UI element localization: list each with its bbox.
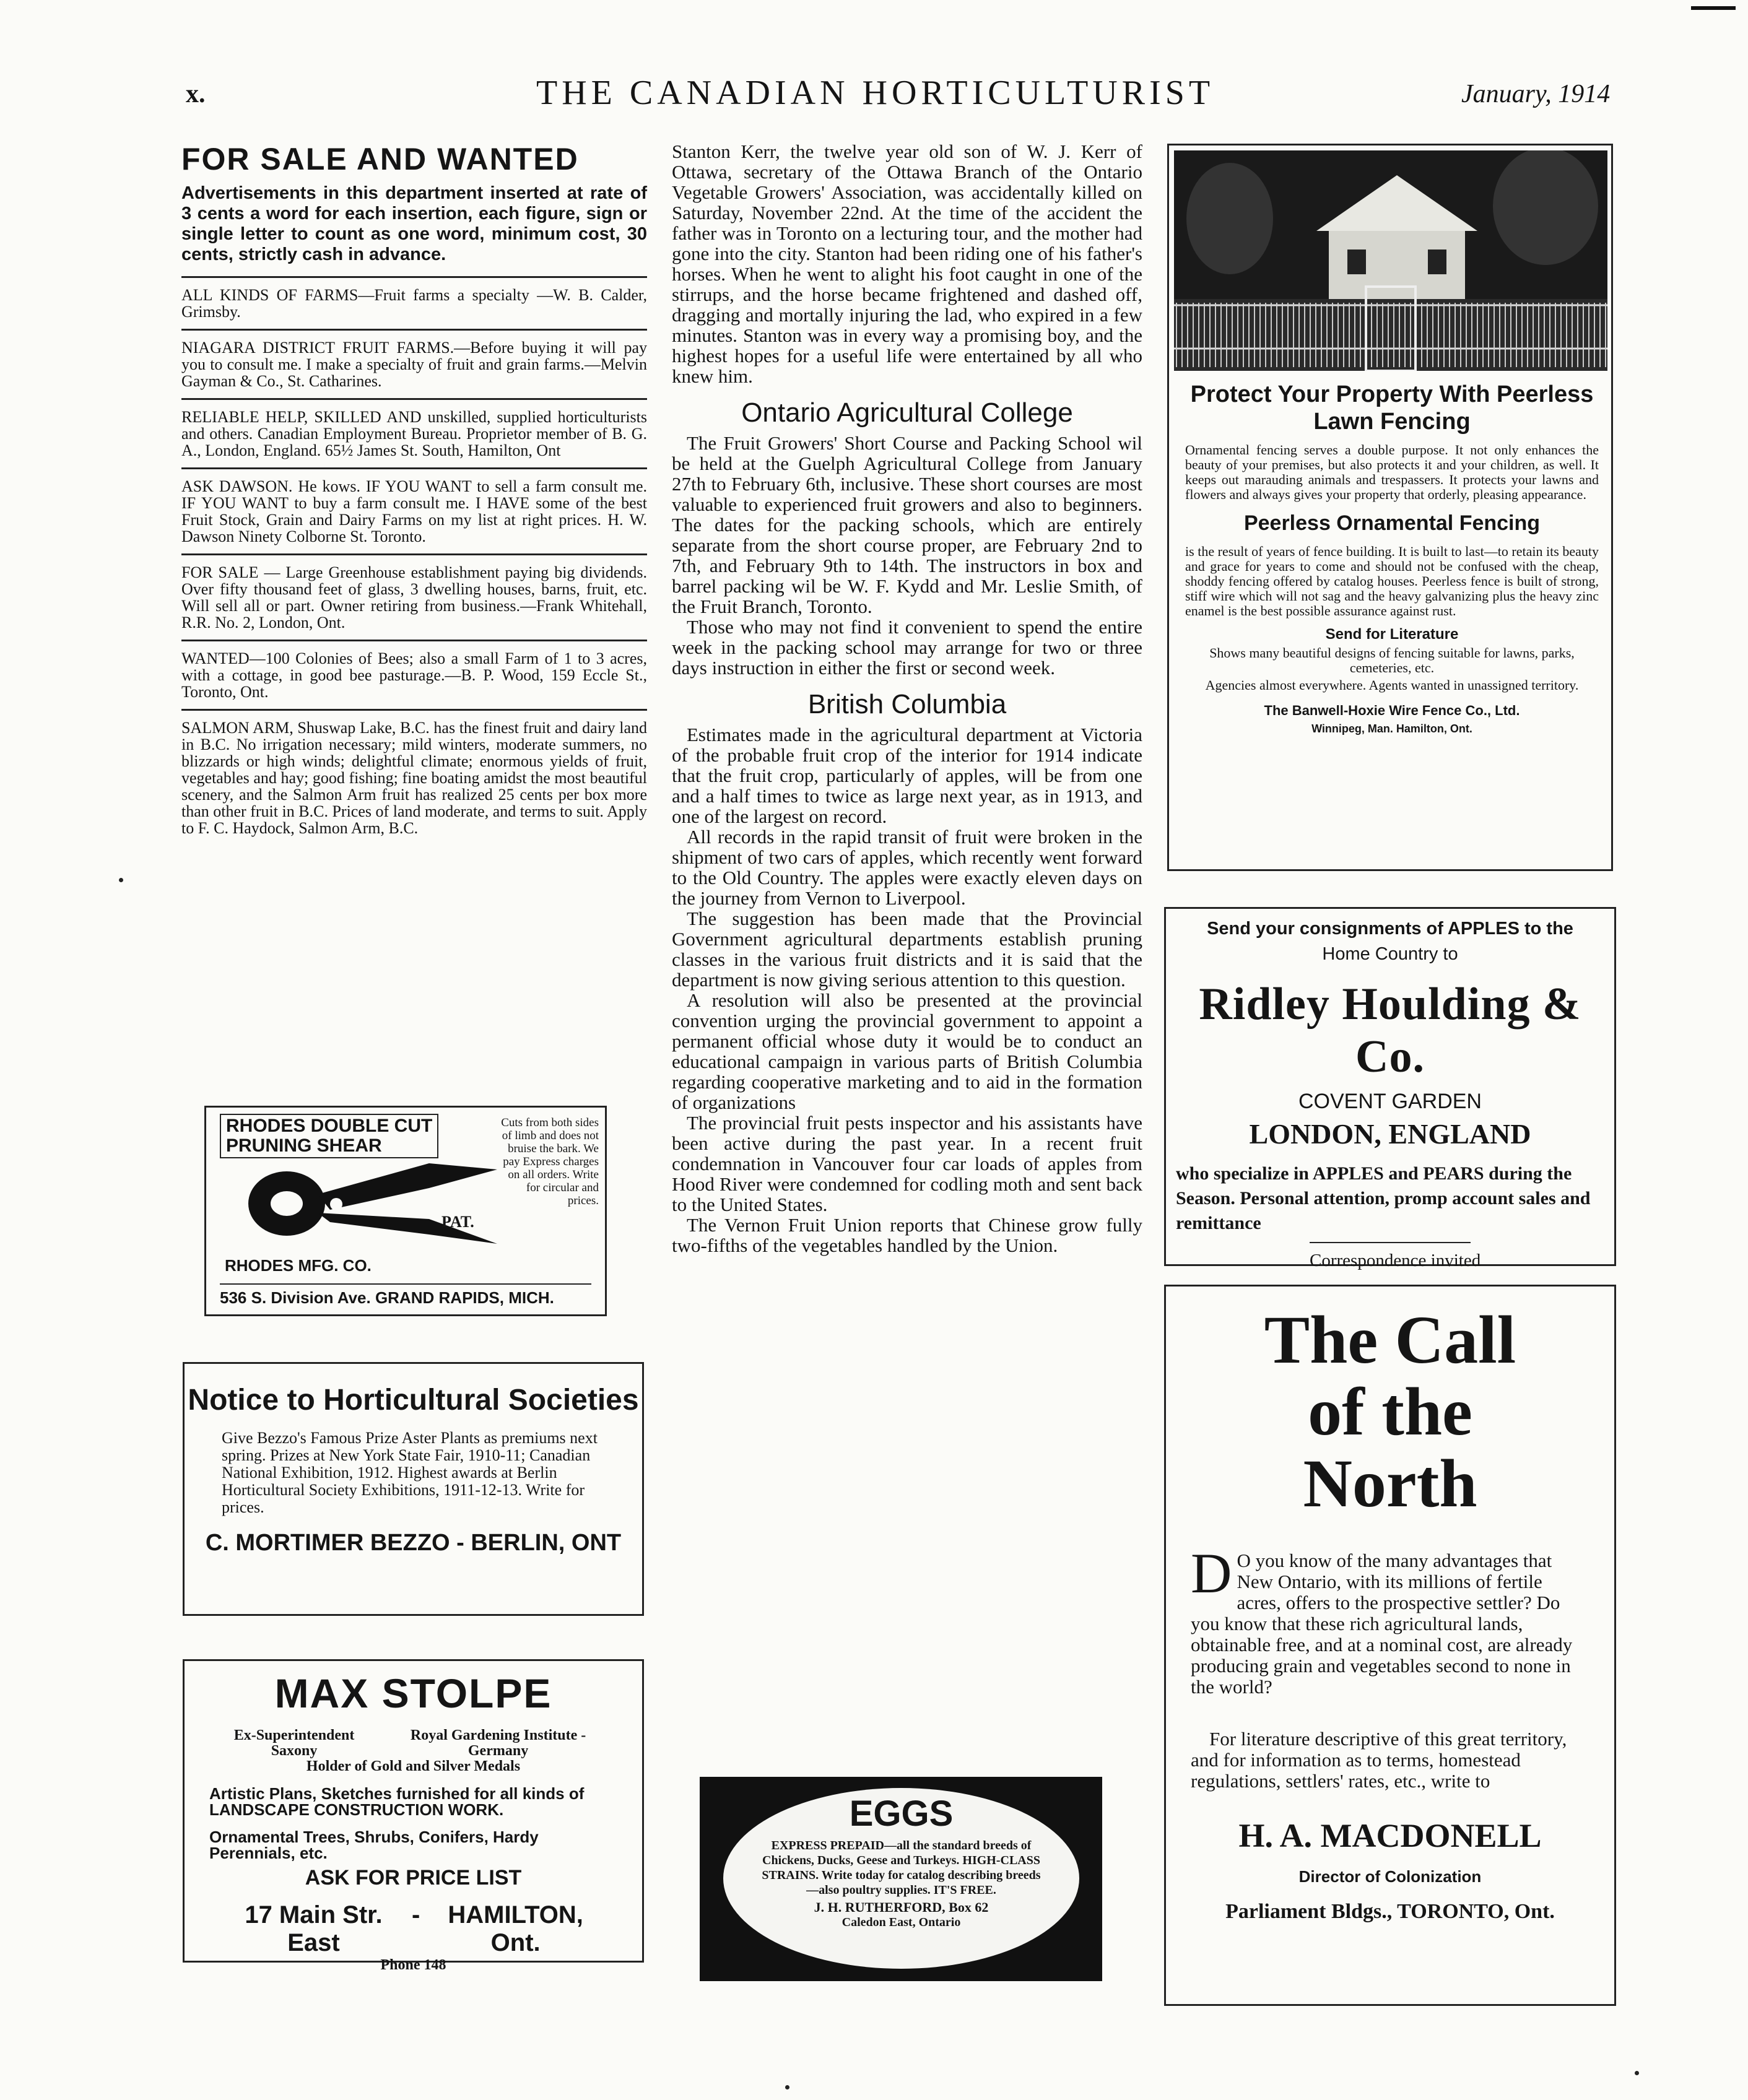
notice-footer: C. MORTIMER BEZZO - BERLIN, ONT (205, 1530, 622, 1556)
ridley-market: COVENT GARDEN (1298, 1090, 1482, 1113)
eggs-ad (700, 1777, 1102, 1981)
north-title (1166, 1304, 1614, 1519)
ridley-company-name: Ridley Houlding & Co. (1199, 979, 1581, 1082)
north-signature: H. A. MACDONELL (1238, 1817, 1542, 1854)
bezzo-notice-ad (183, 1362, 644, 1616)
speck (119, 878, 123, 882)
classified-ad: WANTED—100 Colonies of Bees; also a small Farm of 1 to 3 acres, with a cottage, in good bee pasturage.—B. P. Wood, 159 Eccle St., Toronto, Ont. (181, 649, 647, 701)
corner-rule (1691, 6, 1736, 10)
classified-ad: NIAGARA DISTRICT FRUIT FARMS.—Before buying it will pay you to consult me. I make a specialty of fruit and grain farms.—Melvin Gayman & Co., St. Catharines. (181, 339, 647, 390)
stolpe-sub-right: Royal Gardening Institute - Germany (410, 1727, 586, 1759)
fence-heading: Protect Your Property With Peerless Lawn Fencing (1190, 381, 1594, 435)
call-of-north-ad (1164, 1285, 1616, 2006)
stolpe-sub-left: Ex-Superintendent Saxony (233, 1727, 355, 1759)
speck (1635, 2071, 1639, 2075)
drop-cap: D (1191, 1542, 1232, 1605)
eggs-location: Caledon East, Ontario (841, 1916, 961, 1929)
bc-paragraph: The suggestion has been made that the Provincial Government agricultural departments establish pruning classes in the various fruit districts and it is said that the department is now giving serious attention to this question. (672, 908, 1142, 991)
rhodes-side-text: Cuts from both sides of limb and does not bruise the bark. We pay Express charges on all orders. Write for circular and prices. (501, 1116, 599, 1207)
ridley-line1: Send your consignments of APPLES to the (1207, 919, 1573, 939)
oac-heading: Ontario Agricultural College (741, 397, 1073, 428)
eggs-oval (723, 1788, 1079, 1969)
north-title-line3: North (1303, 1446, 1477, 1521)
bc-paragraph: A resolution will also be presented at the provincial convention urging the provincial government to appoint a permanent official whose duty it would be to conduct an educational campaign in various parts of British Columbia regarding cooperative marketing and to aid in the formation of organizations (672, 989, 1142, 1113)
bc-paragraph: The provincial fruit pests inspector and his assistants have been active during the past year. In a recent fruit condemnation in Vancouver four car loads of apples from Hood River were condemned for codling moth and sent back to the United States. (672, 1112, 1142, 1215)
stolpe-address-separator: - (411, 1901, 420, 1929)
ridley-city: LONDON, ENGLAND (1249, 1118, 1531, 1150)
fence-cities: Winnipeg, Man. Hamilton, Ont. (1311, 722, 1472, 735)
divider (181, 709, 647, 711)
stolpe-phone: Phone 148 (380, 1957, 446, 1973)
ridley-correspondence: Correspondence invited (1310, 1242, 1471, 1271)
oac-paragraph: The Fruit Growers' Short Course and Packing School wil be held at the Guelph Agricultural College from January 27th to February 6th, inclusive. These short courses are most valuable to experienced fruit growers and also to beginners. The dates for the packing schools, which are entirely separate from the short course proper, are February 2nd to 7th, and February 9th to 14th. The instructors in box and barrel packing wil be W. F. Kydd and Mr. Leslie Smith, of the Fruit Branch, Toronto. (672, 432, 1142, 617)
peerless-fence-ad (1167, 144, 1613, 871)
stolpe-city: HAMILTON, Ont. (448, 1901, 583, 1956)
speck (785, 2085, 789, 2089)
patent-label: PAT. (441, 1213, 474, 1231)
for-sale-section (181, 141, 647, 836)
eggs-contact: J. H. RUTHERFORD, Box 62 (814, 1899, 989, 1915)
rhodes-title-line1: RHODES DOUBLE CUT (226, 1116, 433, 1136)
stolpe-price-list: ASK FOR PRICE LIST (305, 1866, 522, 1890)
classified-ad: SALMON ARM, Shuswap Lake, B.C. has the finest fruit and dairy land in B.C. No irrigation necessary; mild winters, moderate summers, no blizzards or high winds; delightful climate; enormous yields of fruit, vegetables and hay; good fishing; fine boating amidst the most beautiful scenery, and the Salmon Arm fruit has realized 25 cents per box more than other fruit in B.C. Prices of land moderate, and terms to suit. Apply to F. C. Haydock, Salmon Arm, B.C. (181, 719, 647, 837)
stolpe-title: MAX STOLPE (274, 1670, 552, 1716)
bc-paragraph: The Vernon Fruit Union reports that Chinese grow fully two-fifths of the vegetables handled by the Union. (672, 1214, 1142, 1256)
oac-paragraph: Those who may not find it convenient to spend the entire week in the packing school may arrange for two or three days instruction in either the first or second week. (672, 616, 1142, 679)
classified-ad: RELIABLE HELP, SKILLED AND unskilled, supplied horticulturists and others. Canadian Employment Bureau. Proprietor member of B. G. A., London, England. 65½ James St. South, Hamilton, Ont (181, 408, 647, 459)
ridley-specialty: who specialize in APPLES and PEARS during the Season. Personal attention, promp account sales and remittance (1176, 1163, 1591, 1233)
for-sale-title: FOR SALE AND WANTED (181, 142, 579, 176)
rhodes-company: RHODES MFG. CO. (225, 1256, 372, 1275)
rhodes-title-line2: PRUNING SHEAR (226, 1135, 382, 1156)
rhodes-shear-ad (204, 1106, 607, 1316)
divider (181, 553, 647, 555)
fence-send-literature: Send for Literature (1325, 626, 1459, 643)
stolpe-credentials (209, 1728, 617, 1774)
stolpe-medals: Holder of Gold and Silver Medals (306, 1758, 521, 1774)
classified-ad: FOR SALE — Large Greenhouse establishment paying big dividends. Over fifty thousand feet of glass, 3 dwelling houses, barns, fruit, etc. Will sell all or part. Owner retiring from business.—Frank Whitehall, R.R. No. 2, London, Ont. (181, 563, 647, 631)
stolpe-street: 17 Main Str. East (245, 1901, 383, 1956)
fence-paragraph: is the result of years of fence building. It is built to last—to retain its beauty and grace for years to come and should not be confused with the cheap, shoddy fencing offered by catalog houses. Peerless fence is built of strong, stiff wire which will not sag and the heavy galvanizing plus the heavy zinc enamel is the best possible assurance against rust. (1185, 544, 1599, 618)
fence-paragraph: Ornamental fencing serves a double purpose. It not only enhances the beauty of your premises, but also protects it and your children, as well. It keeps out marauding animals and trespassers. It protects your lawns and flowers and always gives your property that orderly, pleasing appearance. (1185, 442, 1599, 502)
fence-company: The Banwell-Hoxie Wire Fence Co., Ltd. (1264, 703, 1520, 718)
classified-ad: ALL KINDS OF FARMS—Fruit farms a specialty —W. B. Calder, Grimsby. (181, 286, 647, 321)
fence-picture-icon (1174, 150, 1607, 371)
bc-paragraph: All records in the rapid transit of fruit were broken in the shipment of two cars of apples, which recently went forward to the Old Country. The apples were exactly eleven days on the journey from Vernon to Liverpool. (672, 826, 1142, 909)
max-stolpe-ad (183, 1659, 644, 1973)
notice-body: Give Bezzo's Famous Prize Aster Plants as premiums next spring. Prizes at New York State Fair, 1910-11; Canadian National Exhibition, 1912. Highest awards at Berlin Horticultural Society Exhibitions, 1911-12-13. Write for prices. (222, 1429, 598, 1516)
ridley-line2: Home Country to (1322, 944, 1458, 964)
divider (181, 467, 647, 469)
rhodes-address: 536 S. Division Ave. GRAND RAPIDS, MICH. (220, 1283, 591, 1308)
north-paragraph: For literature descriptive of this great territory, and for information as to terms, homestead regulations, settlers' rates, etc., write to (1191, 1728, 1567, 1792)
eggs-body: EXPRESS PREPAID—all the standard breeds of Chickens, Ducks, Geese and Turkeys. HIGH-CLASS STRAINS. Write today for catalog describing breeds—also poultry supplies. IT'S FREE. (762, 1839, 1041, 1897)
kerr-paragraph: Stanton Kerr, the twelve year old son of W. J. Kerr of Ottawa, secretary of the Ottawa Branch of the Ontario Vegetable Growers' Association, was accidentally killed on Saturday, November 22nd. At the time of the accident the father was in Toronto on a lecturing tour, and the mother had gone into the city. Stanton had been riding one of his father's horses. When he went to alight his foot caught in one of the stirrups, and the horse became frightened and dashed off, dragging and mortally injuring the lad, who expired in a few minutes. Stanton was in every way a promising boy, and the highest hopes for a useful life were entertained by all who knew him. (672, 141, 1142, 387)
fence-ad-text (1180, 381, 1604, 735)
north-director-title: Director of Colonization (1298, 1867, 1482, 1886)
eggs-title: EGGS (849, 1794, 954, 1834)
news-column (672, 141, 1142, 1256)
house-fence-illustration (1174, 150, 1607, 371)
divider (181, 398, 647, 400)
north-paragraph (1191, 1542, 1589, 1698)
page-number: x. (186, 80, 206, 108)
north-paragraph-text: O you know of the many advantages that New Ontario, with its millions of fertile acres, offers to the prospective settler? Do you know that these rich agricultural lands, obtainable free, and at a nominal cost, are already producing grain and vegetables second to none in the world? (1191, 1550, 1573, 1698)
north-title-line1: The Call (1264, 1302, 1516, 1378)
notice-title: Notice to Horticultural Societies (188, 1384, 639, 1417)
stolpe-address (185, 1901, 642, 1957)
bc-paragraph: Estimates made in the agricultural department at Victoria of the probable fruit crop of the interior for 1914 indicate that the fruit crop, particularly of apples, will be from one and a half times to twice as large next year, as in 1913, and one of the largest on record. (672, 724, 1142, 827)
fence-literature-text: Shows many beautiful designs of fencing suitable for lawns, parks, cemeteries, etc. (1209, 645, 1575, 675)
issue-date: January, 1914 (1461, 80, 1611, 108)
classified-ad: ASK DAWSON. He kows. IF YOU WANT to sell a farm consult me. IF YOU WANT to buy a farm consult me. I HAVE some of the best Fruit Stock, Grain and Dairy Farms on my list at right prices. H. W. Dawson Ninety Colborne St. Toronto. (181, 477, 647, 545)
fence-subheading: Peerless Ornamental Fencing (1243, 511, 1541, 535)
publication-title: THE CANADIAN HORTICULTURIST (536, 74, 1215, 112)
north-address: Parliament Bldgs., TORONTO, Ont. (1225, 1900, 1555, 1923)
ridley-houlding-ad (1164, 907, 1616, 1270)
divider (181, 640, 647, 641)
for-sale-description: Advertisements in this department inserted at rate of 3 cents a word for each insertion, each figure, sign or single letter to count as one word, minimum cost, 30 cents, strictly cash in advance. (181, 183, 647, 264)
stolpe-plans-text: Artistic Plans, Sketches furnished for all kinds of LANDSCAPE CONSTRUCTION WORK. (209, 1784, 585, 1819)
pruning-shear-icon (243, 1151, 503, 1256)
bc-heading: British Columbia (807, 689, 1007, 719)
divider (181, 276, 647, 278)
divider (181, 329, 647, 331)
fence-agents: Agencies almost everywhere. Agents wanted in unassigned territory. (1205, 677, 1579, 693)
stolpe-trees-text: Ornamental Trees, Shrubs, Conifers, Hardy Perennials, etc. (209, 1828, 539, 1862)
north-title-line2: of the (1308, 1374, 1472, 1449)
